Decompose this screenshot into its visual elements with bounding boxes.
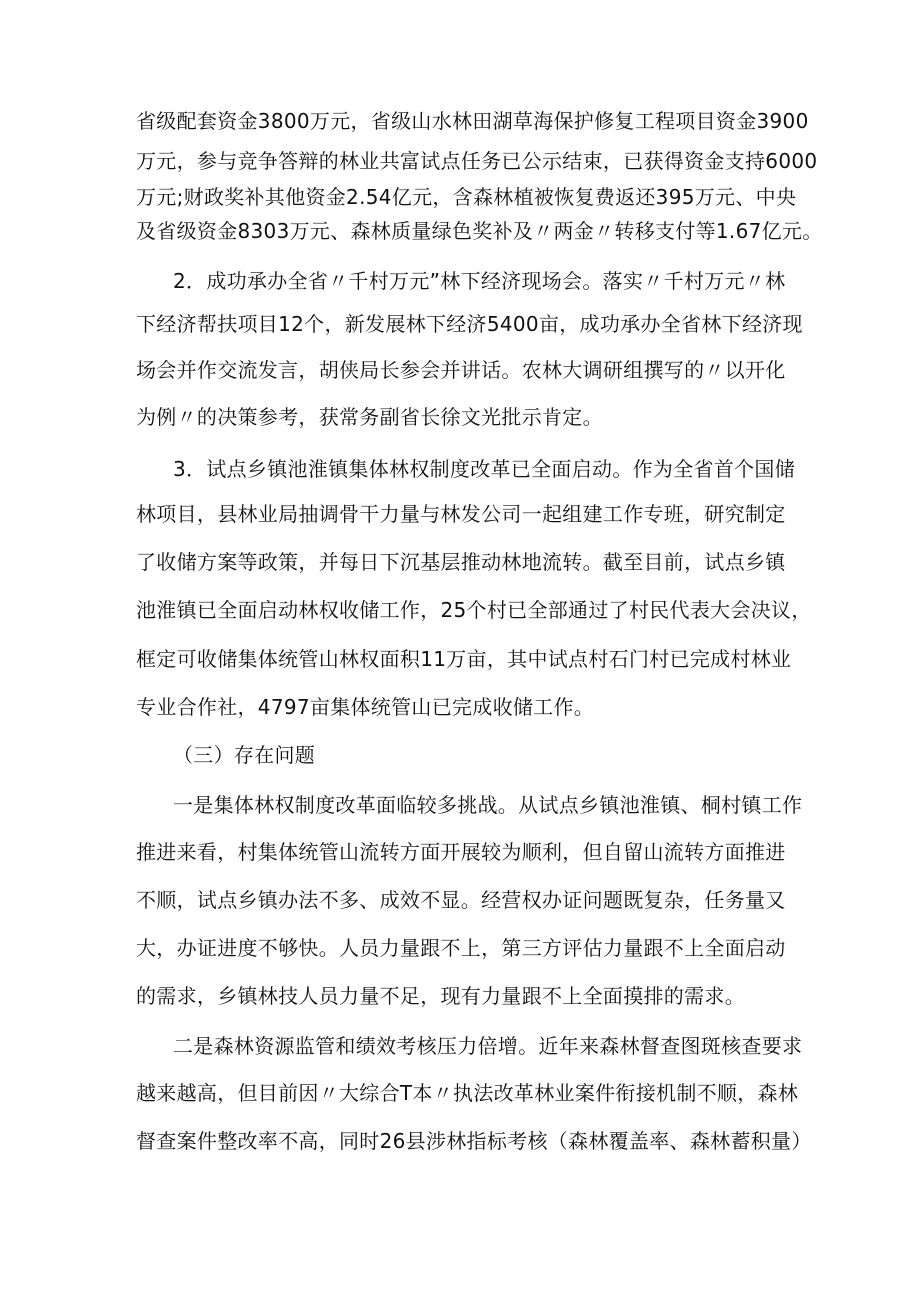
text-line: 下经济帮扶项目12个，新发展林下经济5400亩，成功承办全省林下经济现 [136,312,803,336]
text-line: 不顺，试点乡镇办法不多、成效不显。经营权办证问题既复杂，任务量又 [136,888,786,912]
text-line: 推进来看，村集体统管山流转方面开展较为顺利，但自留山流转方面推进 [136,840,786,864]
text-line: 大，办证进度不够快。人员力量跟不上，第三方评估力量跟不上全面启动 [136,936,786,960]
text-line: 2．成功承办全省〃千村万元”林下经济现场会。落实〃千村万元〃林 [173,269,786,293]
text-line: 专业合作社，4797亩集体统管山已完成收储工作。 [136,695,595,719]
text-line: 为例〃的决策参考，获常务副省长徐文光批示肯定。 [136,405,603,429]
text-line: 省级配套资金3800万元，省级山水林田湖草海保护修复工程项目资金3900 [136,109,809,133]
text-line: 万元，参与竞争答辩的林业共富试点任务已公示结束，已获得资金支持6000 [136,149,818,173]
text-line: 督查案件整改率不高，同时26县涉林指标考核（森林覆盖率、森林蓄积量） [136,1129,812,1153]
text-line: 的需求，乡镇林技人员力量不足，现有力量跟不上全面摸排的需求。 [136,984,745,1008]
section-heading: （三）存在问题 [173,743,316,767]
text-line: 场会并作交流发言，胡侠局长参会并讲话。农林大调研组撰写的〃以开化 [136,358,786,382]
text-line: 越来越高，但目前因〃大综合T本〃执法改革林业案件衔接机制不顺，森林 [136,1081,799,1105]
text-line: 池淮镇已全面启动林权收储工作，25个村已全部通过了村民代表大会决议， [136,598,812,622]
text-line: 万元;财政奖补其他资金2.54亿元，含森林植被恢复费返还395万元、中央 [136,185,797,209]
text-line: 一是集体林权制度改革面临较多挑战。从试点乡镇池淮镇、桐村镇工作 [173,793,803,817]
text-line: 及省级资金8303万元、森林质量绿色奖补及〃两金〃转移支付等1.67亿元。 [136,219,823,243]
text-line: 二是森林资源监管和绩效考核压力倍增。近年来森林督查图斑核查要求 [173,1034,803,1058]
text-line: 3．试点乡镇池淮镇集体林权制度改革已全面启动。作为全省首个国储 [173,457,796,481]
text-line: 林项目，县林业局抽调骨干力量与林发公司一起组建工作专班，研究制定 [136,502,786,526]
text-line: 框定可收储集体统管山林权面积11万亩，其中试点村石门村已完成村林业 [136,647,792,671]
text-line: 了收储方案等政策，并每日下沉基层推动林地流转。截至目前，试点乡镇 [136,550,786,574]
